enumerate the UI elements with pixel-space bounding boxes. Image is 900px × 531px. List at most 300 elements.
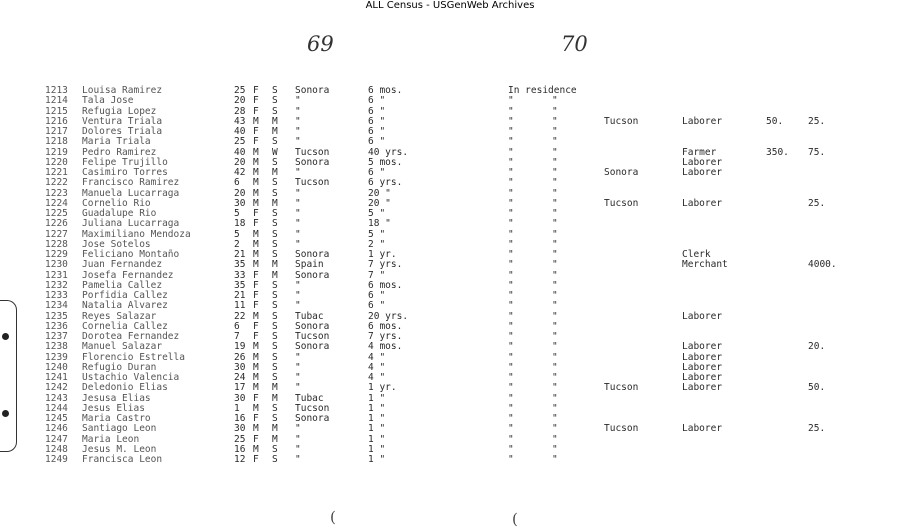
time-in-territory: 20 yrs.: [368, 310, 409, 322]
person-name: Felipe Trujillo: [82, 156, 168, 168]
person-name: Maria Triala: [82, 136, 151, 148]
residence-note-2: ": [552, 361, 558, 373]
marital-status: S: [272, 208, 278, 219]
occupation: Laborer: [682, 310, 723, 322]
person-name: Ustachio Valencia: [82, 372, 180, 383]
birthplace: ": [295, 300, 301, 312]
birthplace: ": [295, 372, 301, 383]
entry-number: 1228: [45, 238, 68, 250]
occupation: Farmer: [682, 146, 717, 158]
bottom-mark-left: (: [330, 508, 336, 526]
page-number-left: 69: [307, 32, 334, 56]
time-in-territory: 4 ": [368, 372, 386, 383]
residence-note-2: ": [552, 269, 558, 281]
age: 30: [234, 361, 246, 373]
entry-number: 1225: [45, 208, 68, 219]
age: 19: [234, 341, 246, 353]
marital-status: S: [272, 156, 278, 168]
real-estate-value: 50.: [766, 115, 784, 127]
sex: M: [253, 156, 259, 168]
birthplace: Tucson: [295, 402, 330, 414]
entry-number: 1214: [45, 95, 68, 107]
sex: M: [253, 238, 259, 250]
marital-status: M: [272, 115, 278, 127]
person-name: Ventura Triala: [82, 115, 163, 127]
table-row: [0, 455, 900, 465]
age: 12: [234, 454, 246, 465]
person-name: Tala Jose: [82, 95, 134, 107]
time-in-territory: 6 ": [368, 126, 386, 137]
residence-note-2: ": [552, 95, 558, 107]
residence-note: ": [508, 382, 514, 394]
time-in-territory: 6 mos.: [368, 279, 403, 291]
marital-status: S: [272, 177, 278, 189]
sex: M: [253, 177, 259, 189]
residence-note-2: ": [552, 187, 558, 199]
residence-note: ": [508, 146, 514, 158]
age: 30: [234, 423, 246, 435]
age: 11: [234, 300, 246, 312]
time-in-territory: 6 ": [368, 136, 386, 148]
person-name: Maximiliano Mendoza: [82, 228, 191, 240]
time-in-territory: 5 ": [368, 208, 386, 219]
table-row: [0, 424, 900, 434]
marital-status: S: [272, 402, 278, 414]
entry-number: 1219: [45, 146, 68, 158]
table-row: [0, 271, 900, 281]
marital-status: S: [272, 310, 278, 322]
residence-note: ": [508, 413, 514, 424]
residence-note: ": [508, 259, 514, 271]
occupation: Laborer: [682, 167, 723, 178]
table-row: [0, 260, 900, 270]
sex: F: [253, 85, 259, 96]
residence-note: ": [508, 320, 514, 332]
sex: M: [253, 187, 259, 199]
entry-number: 1240: [45, 361, 68, 373]
marital-status: S: [272, 249, 278, 260]
birthplace: Sonora: [295, 413, 330, 424]
entry-number: 1231: [45, 269, 68, 281]
person-name: Guadalupe Rio: [82, 208, 157, 219]
residence-note: ": [508, 95, 514, 107]
time-in-territory: 1 ": [368, 423, 386, 435]
sex: M: [253, 310, 259, 322]
entry-number: 1234: [45, 300, 68, 312]
entry-number: 1216: [45, 115, 68, 127]
entry-number: 1245: [45, 413, 68, 424]
age: 25: [234, 85, 246, 96]
marital-status: M: [272, 382, 278, 394]
residence-note-2: ": [552, 290, 558, 301]
person-name: Cornelio Rio: [82, 197, 151, 209]
birthplace: Tubac: [295, 392, 324, 404]
sex: F: [253, 126, 259, 137]
time-in-territory: 4 ": [368, 361, 386, 373]
time-in-territory: 6 ": [368, 95, 386, 107]
person-name: Josefa Fernandez: [82, 269, 174, 281]
marital-status: S: [272, 361, 278, 373]
age: 35: [234, 259, 246, 271]
person-name: Francisca Leon: [82, 454, 163, 465]
entry-number: 1229: [45, 249, 68, 260]
age: 40: [234, 146, 246, 158]
residence-note-2: ": [552, 341, 558, 353]
real-estate-value: 350.: [766, 146, 789, 158]
person-name: Reyes Salazar: [82, 310, 157, 322]
table-row: [0, 342, 900, 352]
residence-note-2: ": [552, 382, 558, 394]
marital-status: S: [272, 136, 278, 148]
person-name: Dolores Triala: [82, 126, 163, 137]
residence-note-2: ": [552, 156, 558, 168]
age: 25: [234, 136, 246, 148]
entry-number: 1213: [45, 85, 68, 96]
residence-note-2: ": [552, 238, 558, 250]
residence-note-2: ": [552, 402, 558, 414]
residence-note: ": [508, 177, 514, 189]
person-name: Feliciano Montaño: [82, 249, 180, 260]
residence-note: ": [508, 402, 514, 414]
person-name: Jesus M. Leon: [82, 443, 157, 455]
birthplace: ": [295, 218, 301, 230]
age: 18: [234, 218, 246, 230]
occupation: Merchant: [682, 259, 728, 271]
person-name: Refugio Duran: [82, 361, 157, 373]
time-in-territory: 4 ": [368, 351, 386, 363]
residence-note-2: ": [552, 413, 558, 424]
entry-number: 1233: [45, 290, 68, 301]
sex: F: [253, 454, 259, 465]
birthplace: Spain: [295, 259, 324, 271]
sex: M: [253, 341, 259, 353]
time-in-territory: 7 yrs.: [368, 259, 403, 271]
person-name: Porfidia Callez: [82, 290, 168, 301]
time-in-territory: 5 mos.: [368, 156, 403, 168]
person-name: Florencio Estrella: [82, 351, 185, 363]
entry-number: 1236: [45, 320, 68, 332]
table-row: [0, 86, 900, 96]
residence-note-2: ": [552, 115, 558, 127]
sex: M: [253, 228, 259, 240]
person-name: Natalia Alvarez: [82, 300, 168, 312]
birthplace: ": [295, 228, 301, 240]
person-name: Juliana Lucarraga: [82, 218, 180, 230]
occupation: Laborer: [682, 351, 723, 363]
entry-number: 1222: [45, 177, 68, 189]
marital-status: M: [272, 433, 278, 445]
residence-note: ": [508, 433, 514, 445]
person-name: Juan Fernandez: [82, 259, 163, 271]
occupation-place: Tucson: [604, 197, 639, 209]
marital-status: M: [272, 269, 278, 281]
sex: M: [253, 351, 259, 363]
marital-status: S: [272, 105, 278, 117]
age: 20: [234, 95, 246, 107]
person-name: Jose Sotelos: [82, 238, 151, 250]
age: 6: [234, 320, 240, 332]
sex: F: [253, 413, 259, 424]
age: 16: [234, 443, 246, 455]
marital-status: S: [272, 218, 278, 230]
marital-status: S: [272, 290, 278, 301]
time-in-territory: 1 ": [368, 443, 386, 455]
personal-value: 20.: [808, 341, 826, 353]
entry-number: 1244: [45, 402, 68, 414]
table-row: [0, 137, 900, 147]
time-in-territory: 1 ": [368, 413, 386, 424]
birthplace: ": [295, 443, 301, 455]
sex: F: [253, 218, 259, 230]
person-name: Pamelia Callez: [82, 279, 163, 291]
residence-note: ": [508, 310, 514, 322]
occupation: Laborer: [682, 115, 723, 127]
entry-number: 1226: [45, 218, 68, 230]
person-name: Dorotea Fernandez: [82, 331, 180, 342]
time-in-territory: 1 ": [368, 392, 386, 404]
person-name: Jesusa Elias: [82, 392, 151, 404]
birthplace: Sonora: [295, 85, 330, 96]
residence-note-2: ": [552, 167, 558, 178]
residence-note: ": [508, 208, 514, 219]
age: 22: [234, 310, 246, 322]
entry-number: 1220: [45, 156, 68, 168]
birthplace: ": [295, 454, 301, 465]
age: 26: [234, 351, 246, 363]
marital-status: S: [272, 228, 278, 240]
person-name: Maria Castro: [82, 413, 151, 424]
age: 2: [234, 238, 240, 250]
time-in-territory: 1 ": [368, 433, 386, 445]
entry-number: 1221: [45, 167, 68, 178]
residence-note: ": [508, 372, 514, 383]
sex: F: [253, 279, 259, 291]
marital-status: S: [272, 300, 278, 312]
residence-note: ": [508, 331, 514, 342]
age: 20: [234, 156, 246, 168]
sex: M: [253, 249, 259, 260]
marital-status: M: [272, 197, 278, 209]
age: 42: [234, 167, 246, 178]
personal-value: 25.: [808, 115, 826, 127]
residence-note-2: ": [552, 126, 558, 137]
birthplace: Sonora: [295, 156, 330, 168]
residence-note-2: ": [552, 433, 558, 445]
table-row: [0, 312, 900, 322]
marital-status: S: [272, 443, 278, 455]
residence-note: ": [508, 218, 514, 230]
person-name: Santiago Leon: [82, 423, 157, 435]
sex: F: [253, 95, 259, 107]
time-in-territory: 40 yrs.: [368, 146, 409, 158]
age: 24: [234, 372, 246, 383]
entry-number: 1241: [45, 372, 68, 383]
residence-note-2: ": [552, 136, 558, 148]
age: 21: [234, 249, 246, 260]
table-row: [0, 301, 900, 311]
time-in-territory: 6 ": [368, 105, 386, 117]
entry-number: 1215: [45, 105, 68, 117]
time-in-territory: 1 ": [368, 402, 386, 414]
residence-note-2: ": [552, 392, 558, 404]
residence-note: ": [508, 361, 514, 373]
occupation: Laborer: [682, 341, 723, 353]
age: 33: [234, 269, 246, 281]
time-in-territory: 2 ": [368, 238, 386, 250]
age: 30: [234, 197, 246, 209]
time-in-territory: 20 ": [368, 197, 391, 209]
entry-number: 1227: [45, 228, 68, 240]
sex: F: [253, 300, 259, 312]
personal-value: 25.: [808, 197, 826, 209]
age: 1: [234, 402, 240, 414]
entry-number: 1232: [45, 279, 68, 291]
sex: M: [253, 259, 259, 271]
residence-note-2: ": [552, 146, 558, 158]
person-name: Maria Leon: [82, 433, 140, 445]
marital-status: S: [272, 413, 278, 424]
residence-note: ": [508, 443, 514, 455]
residence-note-2: ": [552, 423, 558, 435]
entry-number: 1249: [45, 454, 68, 465]
age: 25: [234, 433, 246, 445]
residence-note: ": [508, 167, 514, 178]
occupation: Laborer: [682, 361, 723, 373]
time-in-territory: 1 ": [368, 454, 386, 465]
entry-number: 1218: [45, 136, 68, 148]
residence-note-2: ": [552, 228, 558, 240]
entry-number: 1246: [45, 423, 68, 435]
time-in-territory: 6 mos.: [368, 85, 403, 96]
age: 17: [234, 382, 246, 394]
sex: M: [253, 146, 259, 158]
residence-note: ": [508, 290, 514, 301]
archive-header: ALL Census - USGenWeb Archives: [365, 0, 535, 11]
birthplace: ": [295, 279, 301, 291]
sex: M: [253, 167, 259, 178]
age: 43: [234, 115, 246, 127]
birthplace: ": [295, 433, 301, 445]
residence-note: ": [508, 105, 514, 117]
residence-note-2: ": [552, 197, 558, 209]
residence-note: ": [508, 115, 514, 127]
person-name: Manuel Salazar: [82, 341, 163, 353]
residence-note: ": [508, 136, 514, 148]
occupation: Laborer: [682, 197, 723, 209]
sex: F: [253, 290, 259, 301]
person-name: Francisco Ramirez: [82, 177, 180, 189]
residence-note: ": [508, 279, 514, 291]
entry-number: 1223: [45, 187, 68, 199]
birthplace: Sonora: [295, 249, 330, 260]
birthplace: Tucson: [295, 331, 330, 342]
sex: F: [253, 433, 259, 445]
occupation-place: Tucson: [604, 423, 639, 435]
time-in-territory: 20 ": [368, 187, 391, 199]
residence-note-2: ": [552, 300, 558, 312]
marital-status: S: [272, 341, 278, 353]
table-row: [0, 219, 900, 229]
birthplace: ": [295, 167, 301, 178]
time-in-territory: 6 ": [368, 290, 386, 301]
marital-status: S: [272, 187, 278, 199]
residence-note: ": [508, 269, 514, 281]
entry-number: 1248: [45, 443, 68, 455]
residence-note: ": [508, 156, 514, 168]
person-name: Pedro Ramirez: [82, 146, 157, 158]
table-row: [0, 383, 900, 393]
marital-status: S: [272, 372, 278, 383]
entry-number: 1247: [45, 433, 68, 445]
entry-number: 1237: [45, 331, 68, 342]
time-in-territory: 6 ": [368, 167, 386, 178]
birthplace: ": [295, 197, 301, 209]
sex: F: [253, 392, 259, 404]
residence-note-2: ": [552, 279, 558, 291]
residence-note: ": [508, 197, 514, 209]
marital-status: M: [272, 167, 278, 178]
table-row: [0, 353, 900, 363]
birthplace: ": [295, 126, 301, 137]
birthplace: ": [295, 290, 301, 301]
residence-note: ": [508, 187, 514, 199]
occupation: Laborer: [682, 372, 723, 383]
residence-note: ": [508, 249, 514, 260]
residence-note: ": [508, 341, 514, 353]
sex: M: [253, 372, 259, 383]
sex: M: [253, 443, 259, 455]
residence-note-2: ": [552, 331, 558, 342]
sex: F: [253, 269, 259, 281]
marital-status: S: [272, 351, 278, 363]
person-name: Cornelia Callez: [82, 320, 168, 332]
time-in-territory: 1 yr.: [368, 382, 397, 394]
sex: F: [253, 320, 259, 332]
residence-note-2: ": [552, 249, 558, 260]
marital-status: W: [272, 146, 278, 158]
residence-note: ": [508, 300, 514, 312]
residence-note-2: ": [552, 310, 558, 322]
occupation-place: Sonora: [604, 167, 639, 178]
entry-number: 1243: [45, 392, 68, 404]
table-row: [0, 435, 900, 445]
occupation: Laborer: [682, 382, 723, 394]
residence-note: ": [508, 126, 514, 137]
table-row: [0, 96, 900, 106]
birthplace: ": [295, 351, 301, 363]
age: 40: [234, 126, 246, 137]
table-row: [0, 394, 900, 404]
residence-note: ": [508, 351, 514, 363]
residence-note: ": [508, 392, 514, 404]
residence-note: ": [508, 238, 514, 250]
entry-number: 1239: [45, 351, 68, 363]
time-in-territory: 6 mos.: [368, 320, 403, 332]
residence-note-2: ": [552, 372, 558, 383]
age: 35: [234, 279, 246, 291]
sex: M: [253, 361, 259, 373]
marital-status: M: [272, 392, 278, 404]
sex: F: [253, 208, 259, 219]
occupation-place: Tucson: [604, 382, 639, 394]
marital-status: S: [272, 331, 278, 342]
residence-note-2: ": [552, 177, 558, 189]
residence-note: ": [508, 423, 514, 435]
residence-note-2: ": [552, 259, 558, 271]
person-name: Casimiro Torres: [82, 167, 168, 178]
age: 28: [234, 105, 246, 117]
marital-status: M: [272, 423, 278, 435]
